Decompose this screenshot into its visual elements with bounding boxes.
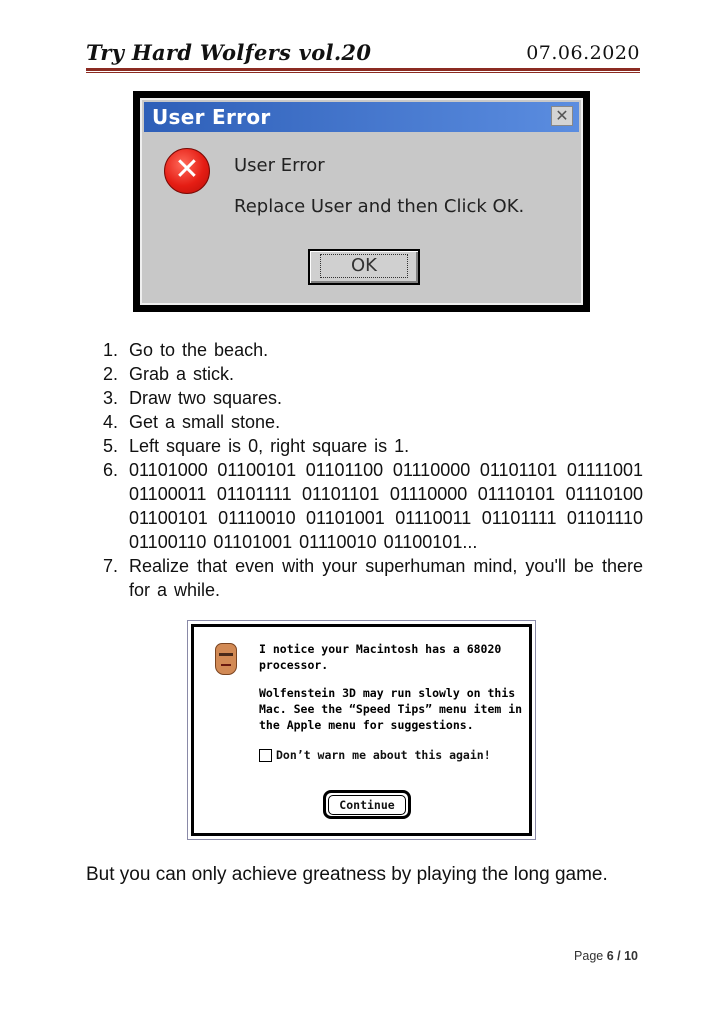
list-item-text: Get a small stone. — [129, 412, 281, 432]
steps-list — [103, 338, 643, 602]
dialog-title: User Error — [152, 105, 271, 129]
list-item-text: Realize that even with your superhuman mind, you'll be there for a while. — [129, 556, 643, 600]
list-item-number: 5. — [103, 436, 119, 456]
list-item-number: 2. — [103, 364, 119, 384]
page-number-total: 10 — [624, 949, 638, 963]
ok-button-label: OK — [320, 254, 408, 278]
list-item — [103, 434, 643, 458]
document-title: Try Hard Wolfers vol.20 — [86, 40, 372, 65]
user-error-dialog — [133, 91, 590, 312]
close-icon[interactable]: ✕ — [551, 106, 573, 126]
page-number-prefix: Page — [574, 949, 607, 963]
list-item — [103, 338, 643, 362]
closing-paragraph: But you can only achieve greatness by playing the long game. — [86, 864, 608, 885]
dialog-message-body: Replace User and then Click OK. — [234, 196, 525, 217]
wolfenstein-face-icon — [215, 643, 237, 675]
ok-button[interactable] — [308, 249, 420, 285]
list-item — [103, 458, 643, 554]
list-item-text: Grab a stick. — [129, 364, 235, 384]
dialog-body — [140, 98, 583, 305]
page-number-current: 6 — [606, 949, 614, 963]
list-item-number: 6. — [103, 460, 119, 480]
list-item — [103, 410, 643, 434]
header-rule-thick — [86, 68, 640, 71]
mac-warning-dialog — [187, 620, 536, 840]
mac-dialog-body — [191, 624, 532, 836]
list-item-text: Go to the beach. — [129, 340, 269, 360]
list-item-number: 3. — [103, 388, 119, 408]
list-item — [103, 386, 643, 410]
list-item-number: 7. — [103, 556, 119, 576]
document-date: 07.06.2020 — [526, 42, 640, 64]
mac-dialog-message-processor: I notice your Macintosh has a 68020 processor. — [259, 642, 502, 672]
list-item-text: Draw two squares. — [129, 388, 283, 408]
dialog-message-heading: User Error — [234, 155, 325, 176]
dont-warn-checkbox[interactable] — [259, 749, 272, 762]
list-item-number: 1. — [103, 340, 119, 360]
mac-dialog-message-speed-tips: Wolfenstein 3D may run slowly on this Mac. See the “Speed Tips” menu item in the Apple menu for suggestions. — [259, 686, 523, 732]
dont-warn-checkbox-label: Don’t warn me about this again! — [276, 748, 491, 762]
dont-warn-checkbox-row[interactable] — [259, 748, 491, 762]
continue-button[interactable] — [323, 790, 411, 819]
list-item — [103, 362, 643, 386]
continue-button-label: Continue — [328, 795, 406, 815]
list-item-number: 4. — [103, 412, 119, 432]
list-item — [103, 554, 643, 602]
list-item-text: Left square is 0, right square is 1. — [129, 436, 410, 456]
header-rule-thin — [86, 72, 640, 73]
list-item-text: 01101000 01100101 01101100 01110000 01101101 01111001 01100011 01101111 01101101 01110000 01110101 01110100 01100101 01110010 01101001 01110011 01101111 01101110 01100110 01101001 01110010 01100101... — [129, 460, 643, 552]
error-x-icon: ✕ — [164, 148, 210, 194]
page-number — [574, 949, 638, 963]
dialog-titlebar — [144, 102, 579, 132]
page-number-separator: / — [613, 949, 625, 963]
